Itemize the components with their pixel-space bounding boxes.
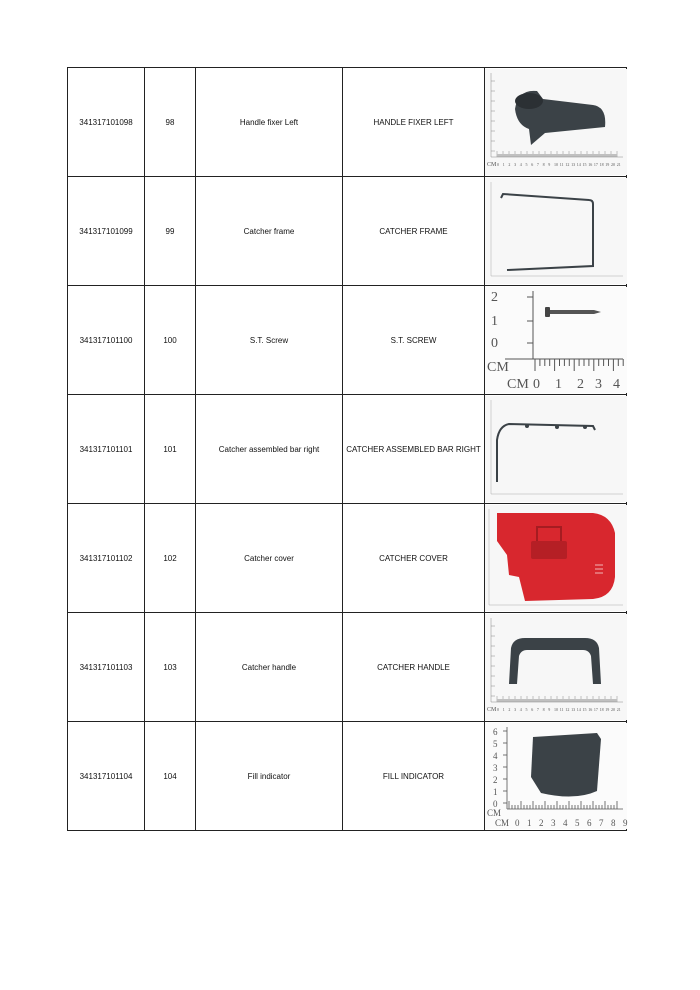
article-number: 341317101099 bbox=[68, 177, 145, 286]
ruler-x-label: 5 bbox=[525, 707, 528, 712]
st-screw-photo bbox=[485, 287, 627, 393]
part-name: Catcher frame bbox=[196, 177, 343, 286]
ruler-x-label: 19 bbox=[605, 707, 610, 712]
ruler-x-label: 4 bbox=[519, 162, 522, 167]
part-photo-cell bbox=[485, 613, 627, 722]
part-name: Fill indicator bbox=[196, 722, 343, 831]
fill-indicator-shape bbox=[531, 733, 601, 797]
table-row bbox=[68, 722, 627, 831]
ruler-unit: CM bbox=[487, 707, 497, 713]
ruler-y-label: 6 bbox=[493, 727, 498, 737]
screw-x-label: 3 bbox=[595, 377, 602, 392]
ruler-x-label: 11 bbox=[559, 162, 564, 167]
table-row bbox=[68, 286, 627, 395]
article-number: 341317101100 bbox=[68, 286, 145, 395]
article-number: 341317101102 bbox=[68, 504, 145, 613]
ruler-unit: CM bbox=[487, 360, 509, 375]
ruler-x-label: 11 bbox=[559, 707, 564, 712]
ruler-x-label: 0 bbox=[497, 707, 499, 712]
article-number: 341317101104 bbox=[68, 722, 145, 831]
position-number: 104 bbox=[145, 722, 196, 831]
fill-indicator-photo bbox=[485, 723, 627, 829]
ruler-x-label: 1 bbox=[502, 707, 505, 712]
ruler-x-label: 5 bbox=[525, 162, 528, 167]
part-name-upper: CATCHER COVER bbox=[343, 504, 485, 613]
ruler-x-label: 18 bbox=[599, 162, 604, 167]
part-name: S.T. Screw bbox=[196, 286, 343, 395]
ruler-x-label: 9 bbox=[548, 162, 551, 167]
part-photo-cell bbox=[485, 68, 627, 177]
ruler-x-label: 7 bbox=[536, 162, 539, 167]
part-name: Catcher assembled bar right bbox=[196, 395, 343, 504]
article-number: 341317101103 bbox=[68, 613, 145, 722]
ruler-x-label: 5 bbox=[575, 818, 580, 828]
catcher-bar-right-photo bbox=[485, 396, 627, 502]
ruler-x-label: 10 bbox=[554, 707, 558, 712]
ruler-y-label: 4 bbox=[493, 751, 498, 761]
part-name-upper: CATCHER ASSEMBLED BAR RIGHT bbox=[343, 395, 485, 504]
table-row bbox=[68, 613, 627, 722]
part-photo-cell bbox=[485, 177, 627, 286]
ruler-x-label: 3 bbox=[551, 818, 556, 828]
ruler-y-label: 1 bbox=[493, 787, 498, 797]
catcher-cover-photo bbox=[485, 505, 627, 611]
table-row bbox=[68, 395, 627, 504]
ruler-x-label: 7 bbox=[536, 707, 539, 712]
ruler-x-label: 4 bbox=[519, 707, 522, 712]
part-name: Catcher handle bbox=[196, 613, 343, 722]
parts-table bbox=[67, 67, 627, 831]
position-number: 101 bbox=[145, 395, 196, 504]
position-number: 100 bbox=[145, 286, 196, 395]
ruler-x-label: 2 bbox=[539, 818, 544, 828]
part-name-upper: FILL INDICATOR bbox=[343, 722, 485, 831]
handle-fixer-left-photo bbox=[485, 69, 627, 175]
ruler-x-label: 3 bbox=[514, 162, 517, 167]
table-row bbox=[68, 68, 627, 177]
ruler-x-label: 12 bbox=[565, 707, 570, 712]
ruler-x-label: 4 bbox=[563, 818, 568, 828]
part-name-upper: HANDLE FIXER LEFT bbox=[343, 68, 485, 177]
ruler-unit: CM bbox=[507, 377, 529, 392]
ruler-x-label: 2 bbox=[508, 162, 511, 167]
ruler-x-label: 0 bbox=[515, 818, 520, 828]
position-number: 99 bbox=[145, 177, 196, 286]
ruler-x-label: 1 bbox=[527, 818, 532, 828]
ruler-x-label: 6 bbox=[531, 707, 534, 712]
part-photo-cell bbox=[485, 395, 627, 504]
screw-x-label: 0 bbox=[533, 377, 540, 392]
ruler-x-label: 2 bbox=[508, 707, 511, 712]
ruler-unit: CM bbox=[495, 818, 510, 828]
ruler-x-label: 7 bbox=[599, 818, 604, 828]
catcher-handle-photo bbox=[485, 614, 627, 720]
ruler-x-label: 13 bbox=[571, 162, 576, 167]
table-row bbox=[68, 504, 627, 613]
ruler-x-label: 15 bbox=[582, 162, 587, 167]
position-number: 103 bbox=[145, 613, 196, 722]
part-name-upper: CATCHER HANDLE bbox=[343, 613, 485, 722]
ruler-x-label: 9 bbox=[623, 818, 628, 828]
part-photo-cell bbox=[485, 286, 627, 395]
ruler-unit: CM bbox=[487, 162, 497, 168]
ruler-x-label: 13 bbox=[571, 707, 576, 712]
ruler-x-label: 18 bbox=[599, 707, 604, 712]
ruler-x-label: 14 bbox=[576, 162, 581, 167]
ruler-x-label: 6 bbox=[531, 162, 534, 167]
ruler-y-label: 3 bbox=[493, 763, 498, 773]
position-number: 98 bbox=[145, 68, 196, 177]
screw-y-label: 2 bbox=[491, 290, 498, 305]
ruler-x-label: 1 bbox=[502, 162, 505, 167]
ruler-x-label: 14 bbox=[576, 707, 581, 712]
ruler-x-label: 6 bbox=[587, 818, 592, 828]
ruler-y-label: 2 bbox=[493, 775, 498, 785]
table-row bbox=[68, 177, 627, 286]
ruler-x-label: 19 bbox=[605, 162, 610, 167]
ruler-x-label: 15 bbox=[582, 707, 587, 712]
position-number: 102 bbox=[145, 504, 196, 613]
screw-x-label: 4 bbox=[613, 377, 620, 392]
ruler-x-label: 8 bbox=[542, 162, 545, 167]
ruler-unit: CM bbox=[487, 808, 502, 818]
ruler-x-label: 21 bbox=[616, 707, 621, 712]
ruler-x-label: 0 bbox=[497, 162, 499, 167]
catcher-frame-photo bbox=[485, 178, 627, 284]
ruler-x-label: 16 bbox=[588, 162, 593, 167]
article-number: 341317101098 bbox=[68, 68, 145, 177]
ruler-x-label: 3 bbox=[514, 707, 517, 712]
part-photo-cell bbox=[485, 722, 627, 831]
ruler-x-label: 10 bbox=[554, 162, 558, 167]
part-name: Handle fixer Left bbox=[196, 68, 343, 177]
ruler-x-label: 17 bbox=[593, 162, 598, 167]
ruler-x-label: 20 bbox=[611, 707, 615, 712]
ruler-y-label: 0 bbox=[493, 799, 498, 809]
part-photo-cell bbox=[485, 504, 627, 613]
ruler-x-label: 17 bbox=[593, 707, 598, 712]
screw-y-label: 0 bbox=[491, 336, 498, 351]
ruler-x-label: 8 bbox=[542, 707, 545, 712]
ruler-x-label: 16 bbox=[588, 707, 593, 712]
screw-x-label: 2 bbox=[577, 377, 584, 392]
ruler-x-label: 20 bbox=[611, 162, 615, 167]
handle-fixer-collar bbox=[515, 93, 543, 109]
article-number: 341317101101 bbox=[68, 395, 145, 504]
ruler-x-label: 21 bbox=[616, 162, 621, 167]
screw-x-label: 1 bbox=[555, 377, 562, 392]
ruler-x-label: 8 bbox=[611, 818, 616, 828]
part-name-upper: S.T. SCREW bbox=[343, 286, 485, 395]
part-name-upper: CATCHER FRAME bbox=[343, 177, 485, 286]
part-name: Catcher cover bbox=[196, 504, 343, 613]
ruler-x-label: 12 bbox=[565, 162, 570, 167]
ruler-x-label: 9 bbox=[548, 707, 551, 712]
ruler-y-label: 5 bbox=[493, 739, 498, 749]
screw-y-label: 1 bbox=[491, 314, 498, 329]
